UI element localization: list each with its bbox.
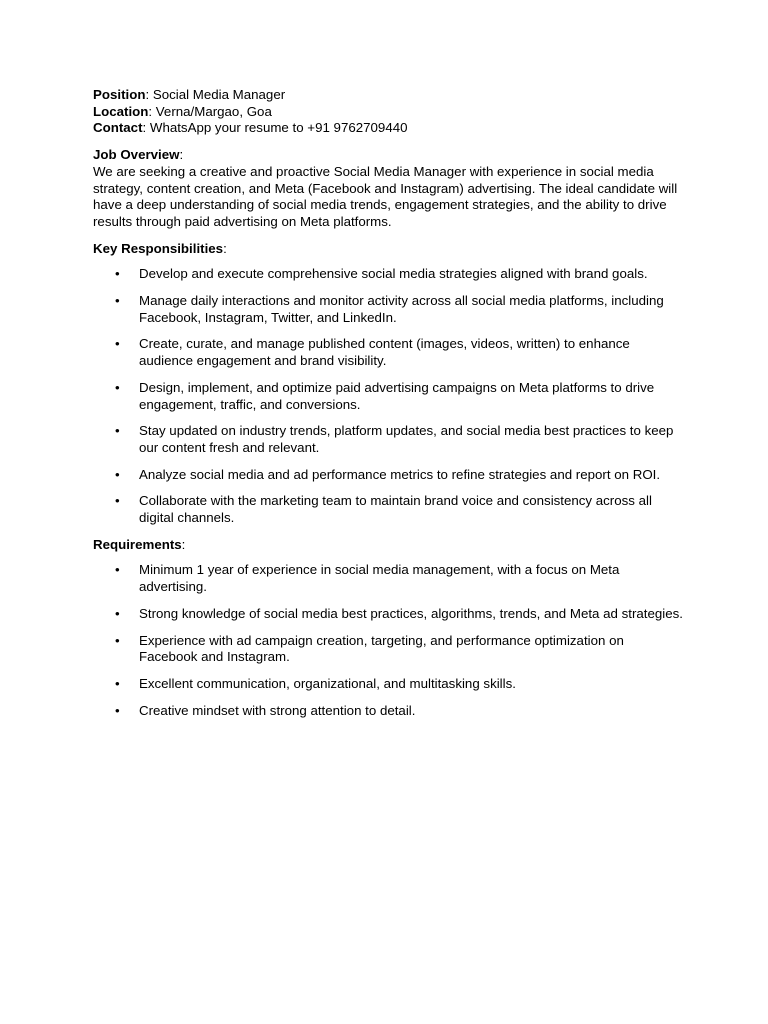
job-overview-text: We are seeking a creative and proactive Social Media Manager with experience in social media strategy, content creation, and Meta (Facebook and Instagram) advertising. The ideal candidate will have a deep understanding of social media trends, engagement strategies, and the ability to drive results through paid advertising on Meta platforms. — [93, 163, 678, 229]
requirements-title: Requirements — [93, 536, 182, 552]
list-item — [93, 266, 683, 283]
bullet-icon: • — [115, 632, 120, 648]
job-overview-title: Job Overview — [93, 147, 180, 163]
list-item — [93, 633, 683, 666]
list-item-text: Manage daily interactions and monitor activity across all social media platforms, including Facebook, Instagram, Twitter, and LinkedIn. — [139, 293, 664, 325]
bullet-icon: • — [115, 423, 120, 439]
list-item — [93, 380, 683, 413]
location-line — [93, 104, 683, 121]
list-item — [93, 493, 683, 526]
list-item — [93, 606, 683, 623]
responsibilities-title: Key Responsibilities — [93, 240, 224, 256]
bullet-icon: • — [115, 293, 120, 309]
position-line — [93, 87, 683, 104]
list-item-text: Analyze social media and ad performance metrics to refine strategies and report on ROI. — [139, 466, 661, 482]
list-item — [93, 467, 683, 484]
bullet-icon: • — [115, 466, 120, 482]
bullet-icon: • — [115, 562, 120, 578]
location-value: : Verna/Margao, Goa — [148, 103, 272, 119]
job-overview-colon: : — [179, 147, 184, 163]
list-item-text: Create, curate, and manage published content (images, videos, written) to enhance audience engagement and brand visibility. — [139, 336, 630, 369]
list-item — [93, 562, 683, 595]
list-item-text: Minimum 1 year of experience in social media management, with a focus on Meta advertising. — [139, 562, 620, 595]
list-item-text: Creative mindset with strong attention to detail. — [139, 702, 416, 718]
list-item-text: Design, implement, and optimize paid advertising campaigns on Meta platforms to drive engagement, traffic, and conversions. — [139, 379, 655, 412]
responsibilities-heading — [93, 241, 683, 258]
bullet-icon: • — [115, 675, 120, 691]
contact-line — [93, 120, 683, 137]
location-label: Location — [93, 103, 149, 119]
bullet-icon: • — [115, 493, 120, 509]
contact-value: : WhatsApp your resume to +91 9762709440 — [142, 120, 408, 136]
list-item-text: Stay updated on industry trends, platform updates, and social media best practices to keep our content fresh and relevant. — [139, 423, 674, 455]
document-page — [93, 87, 683, 729]
contact-label: Contact — [93, 120, 143, 136]
responsibilities-colon: : — [223, 240, 227, 256]
bullet-icon: • — [115, 336, 120, 352]
list-item — [93, 676, 683, 693]
list-item — [93, 336, 683, 369]
bullet-icon: • — [115, 702, 120, 718]
bullet-icon: • — [115, 266, 120, 282]
list-item — [93, 703, 683, 720]
job-overview-heading — [93, 147, 683, 164]
list-item-text: Collaborate with the marketing team to maintain brand voice and consistency across all digital channels. — [139, 493, 652, 526]
requirements-list — [93, 562, 683, 719]
responsibilities-list — [93, 266, 683, 526]
position-value: : Social Media Manager — [145, 87, 286, 102]
list-item-text: Develop and execute comprehensive social media strategies aligned with brand goals. — [139, 266, 648, 282]
list-item-text: Excellent communication, organizational, and multitasking skills. — [139, 675, 516, 691]
list-item-text: Experience with ad campaign creation, targeting, and performance optimization on Facebook and Instagram. — [139, 632, 624, 665]
list-item-text: Strong knowledge of social media best practices, algorithms, trends, and Meta ad strategies. — [139, 605, 683, 621]
list-item — [93, 293, 683, 326]
requirements-colon: : — [181, 536, 186, 552]
bullet-icon: • — [115, 379, 120, 395]
bullet-icon: • — [115, 605, 120, 621]
list-item — [93, 423, 683, 456]
position-label: Position — [93, 87, 146, 102]
requirements-heading — [93, 537, 683, 554]
